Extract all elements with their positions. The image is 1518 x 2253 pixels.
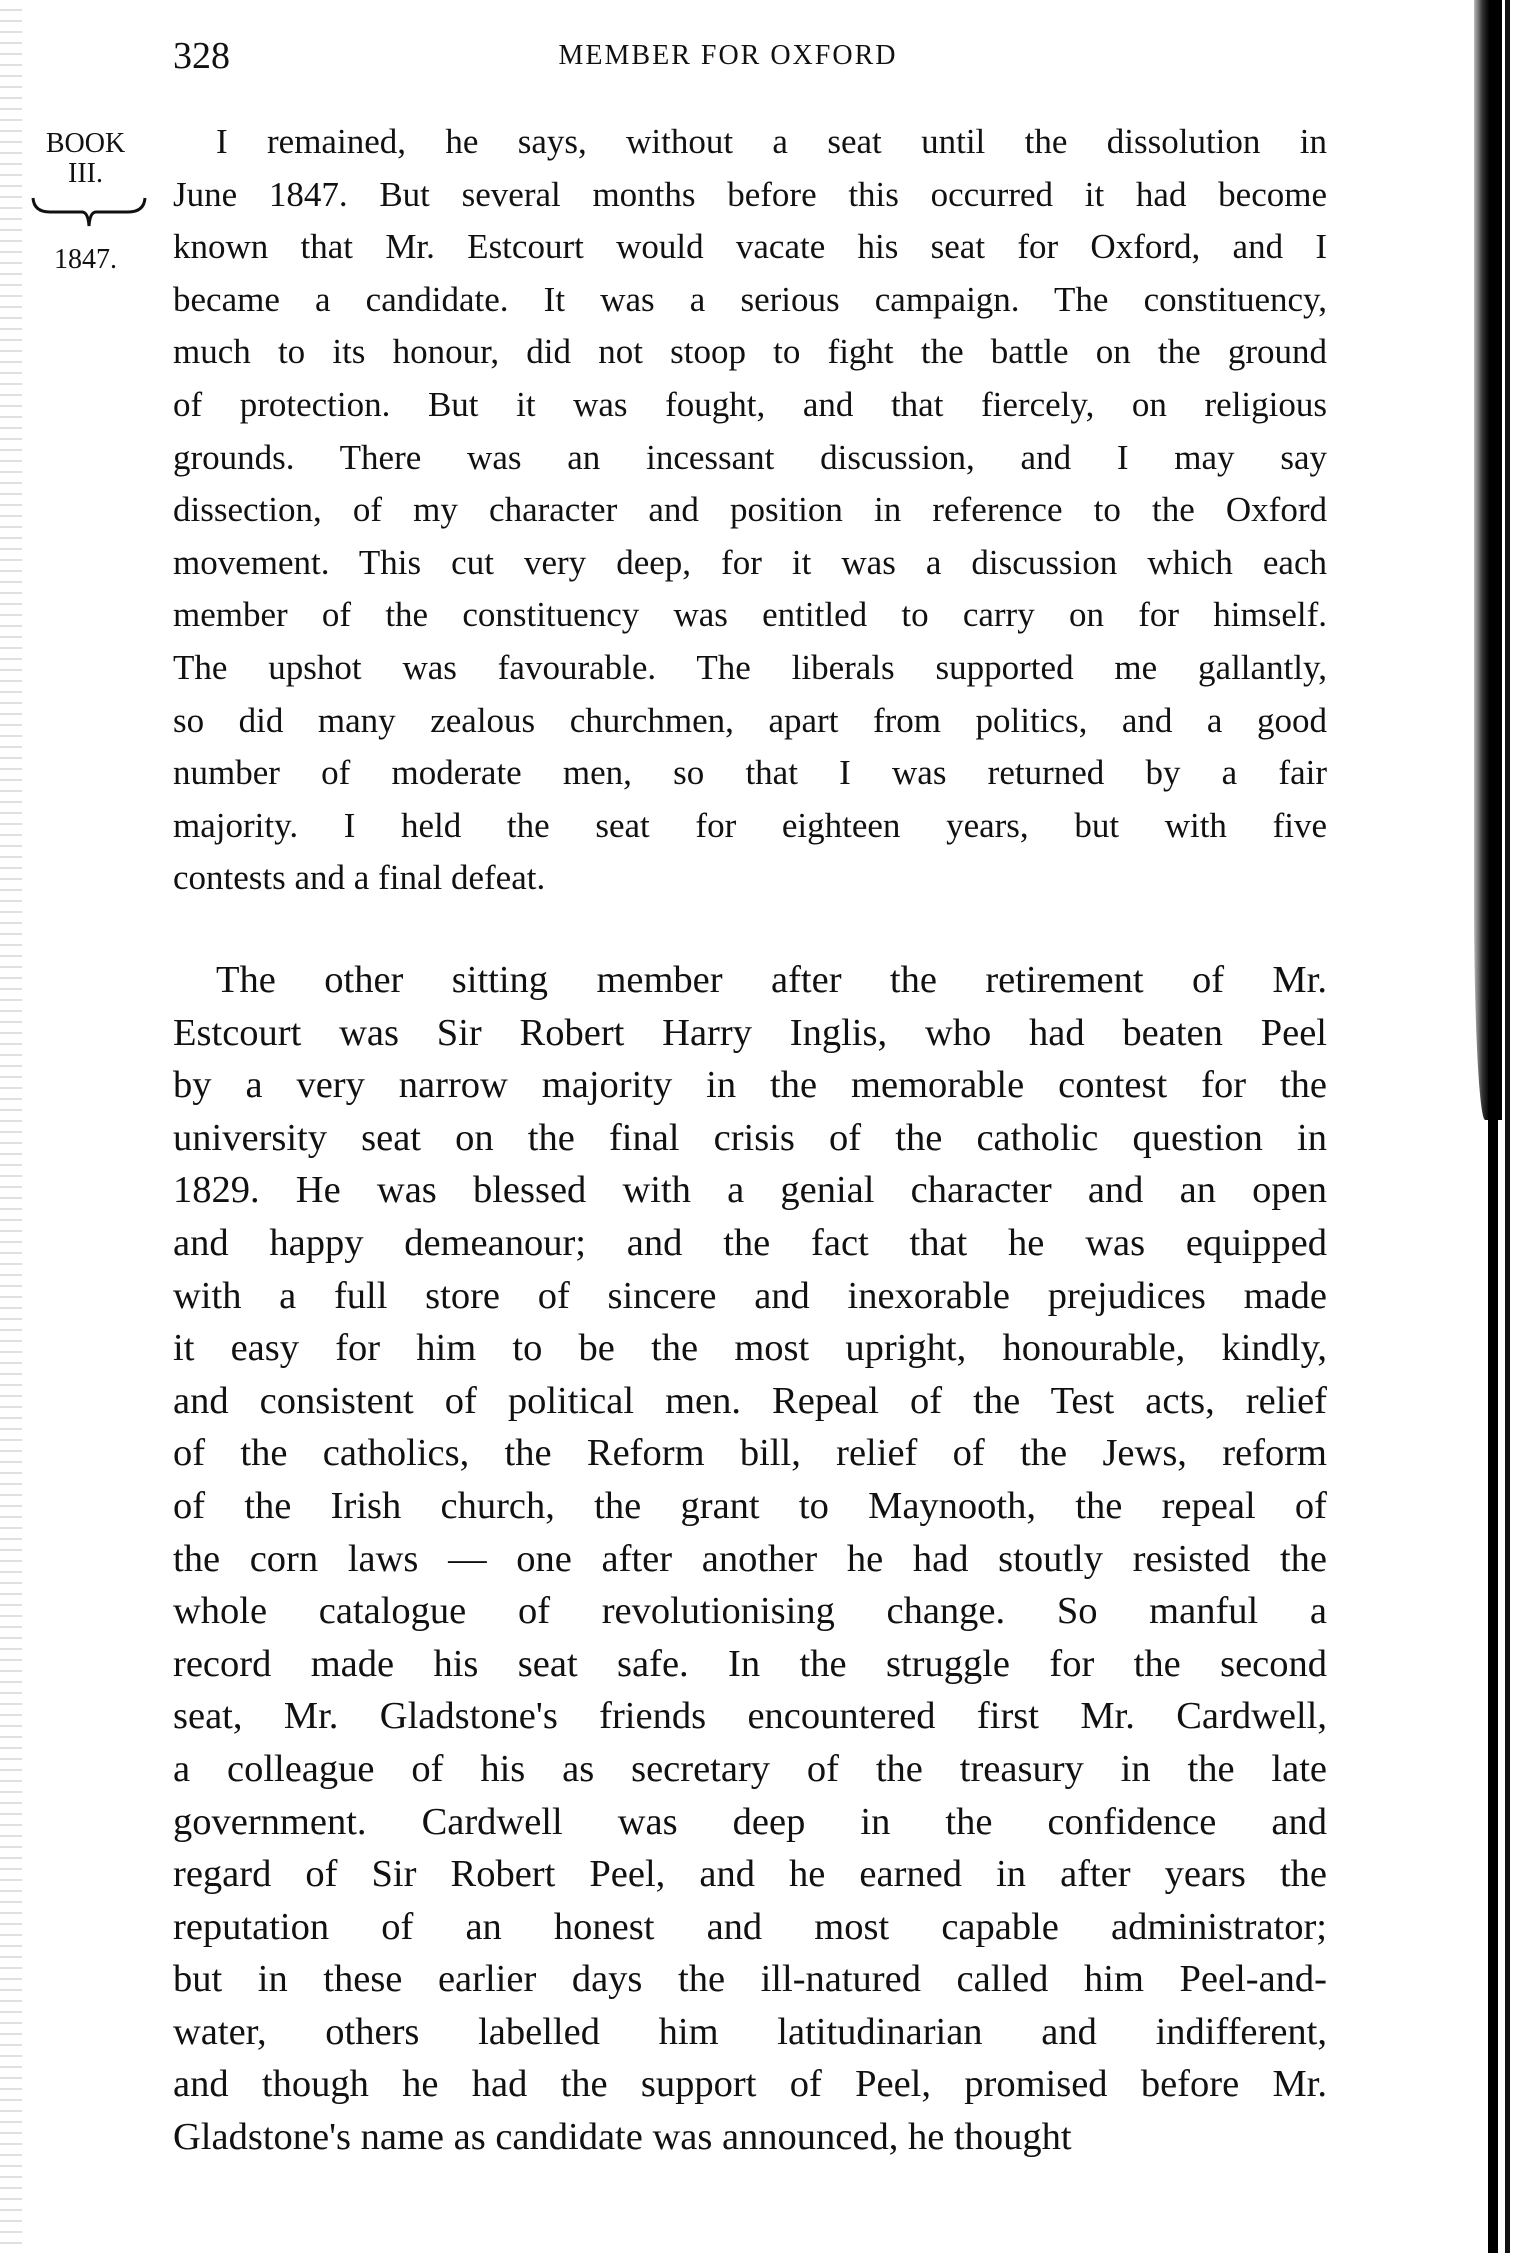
text-line: seat, Mr. Gladstone's friends encountered first Mr. Cardwell, — [173, 1695, 1327, 1738]
text-line: known that Mr. Estcourt would vacate his seat for Oxford, and I — [173, 227, 1327, 267]
text-line: contests and a final defeat. — [173, 858, 546, 898]
text-line: by a very narrow majority in the memorable contest for the — [173, 1064, 1327, 1107]
text-line: and consistent of political men. Repeal of the Test acts, relief — [173, 1379, 1327, 1422]
text-line: June 1847. But several months before this occurred it had become — [173, 174, 1327, 214]
sidenote-book: BOOK — [45, 128, 126, 159]
text-line: university seat on the final crisis of the catholic question in — [173, 1116, 1327, 1159]
text-line: of the catholics, the Reform bill, relief of the Jews, reform — [173, 1432, 1327, 1475]
text-line: became a candidate. It was a serious campaign. The constituency, — [173, 279, 1327, 319]
text-line: number of moderate men, so that I was returned by a fair — [173, 753, 1327, 793]
text-line: I remained, he says, without a seat until the dissolution in — [216, 122, 1327, 161]
text-line: it easy for him to be the most upright, honourable, kindly, — [173, 1327, 1327, 1370]
scan-margin-noise — [0, 0, 22, 2253]
text-line: but in these earlier days the ill-natured called him Peel-and- — [173, 1958, 1327, 2001]
scan-page-edge-shadow — [1474, 0, 1502, 1120]
text-line: and happy demeanour; and the fact that he was equipped — [173, 1221, 1327, 1264]
text-line: record made his seat safe. In the struggle for the second — [173, 1642, 1327, 1685]
text-line: movement. This cut very deep, for it was a discussion which each — [173, 542, 1327, 582]
text-line: so did many zealous churchmen, apart from politics, and a good — [173, 700, 1327, 740]
text-line: of the Irish church, the grant to Maynooth, the repeal of — [173, 1484, 1327, 1527]
text-line: Gladstone's name as candidate was announced, he thought — [173, 2116, 1072, 2159]
text-line: the corn laws — one after another he had stoutly resisted the — [173, 1537, 1327, 1580]
sidenote-year: 1847. — [54, 244, 117, 275]
text-line: reputation of an honest and most capable administrator; — [173, 1905, 1327, 1948]
paragraph-quote — [173, 122, 1327, 911]
text-line: majority. I held the seat for eighteen years, but with five — [173, 805, 1327, 845]
sidenote-brace-icon — [30, 196, 148, 230]
text-line: much to its honour, did not stoop to fight the battle on the ground — [173, 332, 1327, 372]
text-line: of protection. But it was fought, and that fiercely, on religious — [173, 384, 1327, 424]
page-number: 328 — [173, 35, 230, 77]
text-line: and though he had the support of Peel, promised before Mr. — [173, 2063, 1327, 2106]
text-line: Estcourt was Sir Robert Harry Inglis, who had beaten Peel — [173, 1011, 1327, 1054]
text-line: a colleague of his as secretary of the treasury in the late — [173, 1747, 1327, 1790]
text-line: The other sitting member after the retirement of Mr. — [216, 959, 1327, 1001]
text-line: dissection, of my character and position in reference to the Oxford — [173, 490, 1327, 530]
scan-page-edge-border — [1505, 0, 1510, 2253]
running-title: MEMBER FOR OXFORD — [558, 40, 898, 71]
text-line: regard of Sir Robert Peel, and he earned in after years the — [173, 1853, 1327, 1896]
paragraph-body — [173, 958, 1327, 2168]
text-line: government. Cardwell was deep in the confidence and — [173, 1800, 1327, 1843]
text-line: The upshot was favourable. The liberals supported me gallantly, — [173, 647, 1327, 687]
text-line: 1829. He was blessed with a genial character and an open — [173, 1169, 1327, 1212]
text-line: grounds. There was an incessant discussion, and I may say — [173, 437, 1327, 477]
text-line: water, others labelled him latitudinarian and indifferent, — [173, 2010, 1327, 2053]
sidenote-volume: III. — [68, 158, 103, 189]
text-line: with a full store of sincere and inexorable prejudices made — [173, 1274, 1327, 1317]
text-line: whole catalogue of revolutionising change. So manful a — [173, 1590, 1327, 1633]
text-line: member of the constituency was entitled to carry on for himself. — [173, 595, 1327, 635]
scan-page-edge-line — [1488, 1000, 1498, 2253]
